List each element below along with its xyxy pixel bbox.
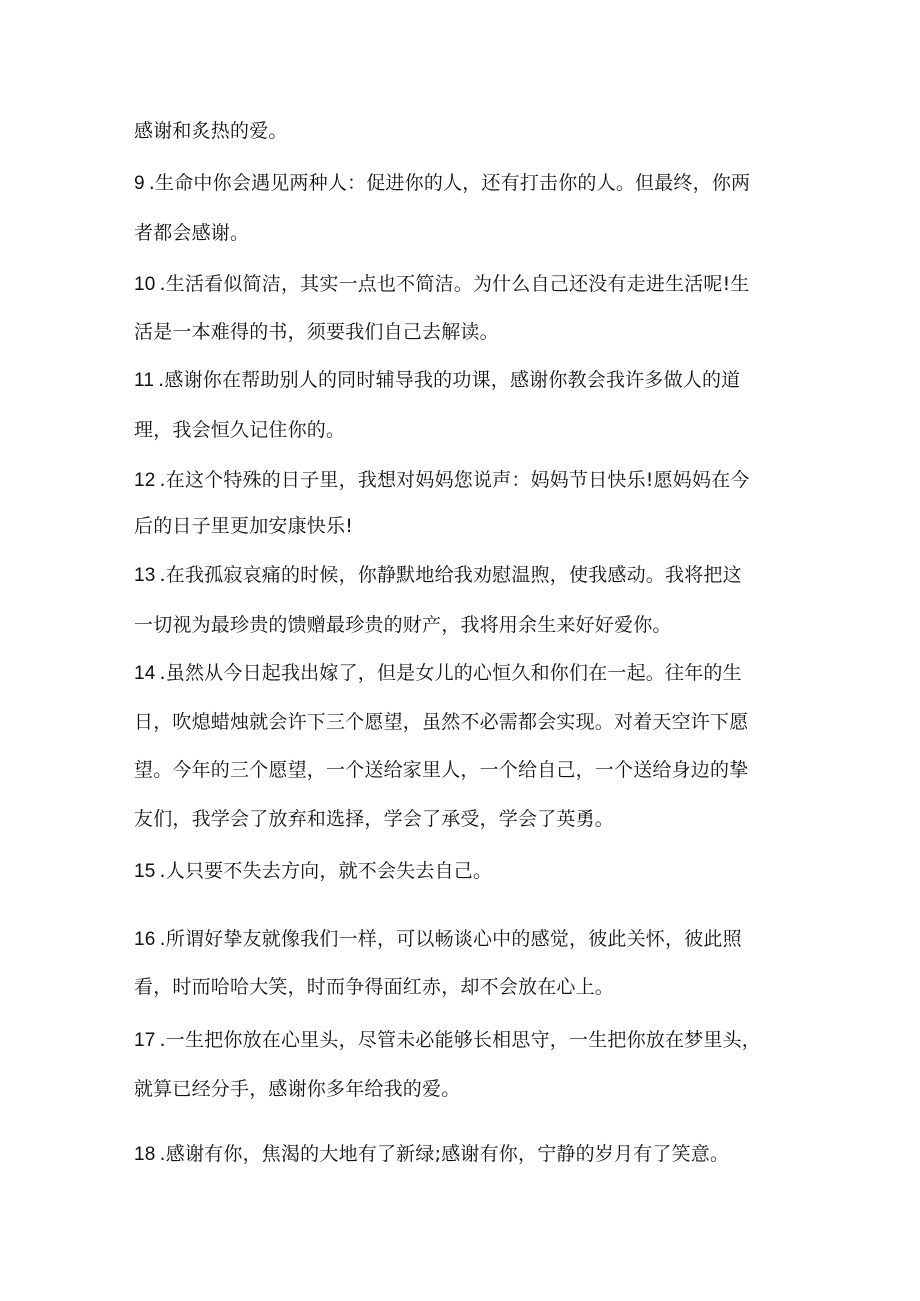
paragraph-line: 望。今年的三个愿望，一个送给家里人，一个给自己，一个送给身边的挚 <box>134 759 749 781</box>
paragraph-line: 活是一本难得的书，须要我们自己去解读。 <box>134 321 499 343</box>
paragraph-line <box>134 660 742 687</box>
paragraph-line: 看，时而哈哈大笑，时而争得面红赤，却不会放在心上。 <box>134 976 615 998</box>
item-number: 9 <box>134 173 145 194</box>
paragraph-line <box>134 926 742 953</box>
paragraph-line <box>134 367 740 394</box>
paragraph-text: .感谢有你，焦渴的大地有了新绿;感谢有你，宁静的岁月有了笑意。 <box>159 1143 730 1165</box>
paragraph-line <box>134 271 750 298</box>
paragraph-text: .感谢你在帮助别人的同时辅导我的功课，感谢你教会我许多做人的道 <box>158 369 741 391</box>
paragraph-line <box>134 1141 729 1168</box>
paragraph-line: 感谢和炙热的爱。 <box>134 120 288 142</box>
item-number: 17 <box>134 1030 156 1051</box>
paragraph-text: .所谓好挚友就像我们一样，可以畅谈心中的感觉，彼此关怀，彼此照 <box>159 928 742 950</box>
paragraph-line <box>134 858 492 885</box>
item-number: 11 <box>134 370 155 391</box>
item-number: 16 <box>134 929 156 950</box>
paragraph-line <box>134 562 742 589</box>
item-number: 14 <box>134 663 156 684</box>
paragraph-line: 就算已经分手，感谢你多年给我的爱。 <box>134 1078 461 1100</box>
paragraph-text: .生活看似简洁，其实一点也不简洁。为什么自己还没有走进生活呢!生 <box>159 273 750 295</box>
paragraph-line: 后的日子里更加安康快乐! <box>134 515 354 537</box>
paragraph-line: 日，吹熄蜡烛就会许下三个愿望，虽然不必需都会实现。对着天空许下愿 <box>134 711 749 733</box>
item-number: 12 <box>134 470 156 491</box>
item-number: 10 <box>134 274 156 295</box>
paragraph-text: .虽然从今日起我出嫁了，但是女儿的心恒久和你们在一起。往年的生 <box>159 662 742 684</box>
paragraph-line: 者都会感谢。 <box>134 222 250 244</box>
paragraph-text: .在这个特殊的日子里，我想对妈妈您说声：妈妈节日快乐!愿妈妈在今 <box>159 469 750 491</box>
item-number: 15 <box>134 861 156 882</box>
item-number: 13 <box>134 565 156 586</box>
paragraph-text: .在我孤寂哀痛的时候，你静默地给我劝慰温煦，使我感动。我将把这 <box>159 564 742 586</box>
paragraph-text: .一生把你放在心里头，尽管未必能够长相思守，一生把你放在梦里头， <box>159 1029 761 1051</box>
paragraph-line <box>134 1027 761 1054</box>
paragraph-text: .生命中你会遇见两种人：促进你的人，还有打击你的人。但最终，你两 <box>148 172 751 194</box>
paragraph-text: .人只要不失去方向，就不会失去自己。 <box>159 860 493 882</box>
item-number: 18 <box>134 1144 156 1165</box>
paragraph-line <box>134 467 750 494</box>
paragraph-line: 一切视为最珍贵的馈赠最珍贵的财产，我将用余生来好好爱你。 <box>134 614 672 636</box>
paragraph-line: 友们，我学会了放弃和选择，学会了承受，学会了英勇。 <box>134 808 615 830</box>
paragraph-line <box>134 170 750 197</box>
paragraph-line: 理，我会恒久记住你的。 <box>134 419 346 441</box>
